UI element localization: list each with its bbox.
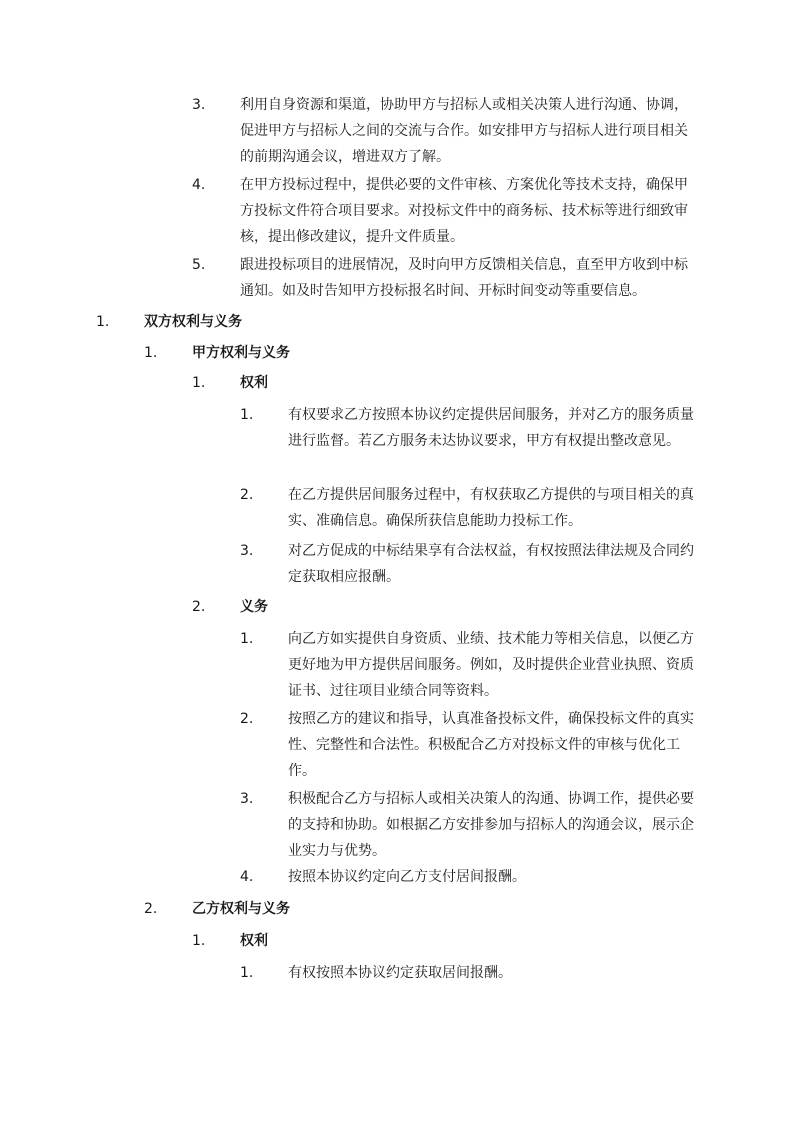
list-item bbox=[0, 252, 794, 306]
list-number: 3. bbox=[192, 97, 206, 113]
sub-subsection-heading bbox=[0, 928, 794, 954]
heading-text: 乙方权利与义务 bbox=[192, 901, 290, 917]
heading-text: 权利 bbox=[240, 375, 268, 391]
heading-number: 1. bbox=[144, 345, 158, 361]
list-text: 积极配合乙方与招标人或相关决策人的沟通、协调工作，提供必要的支持和协助。如根据乙方安排参加与招标人的沟通会议，展示企业实力与优势。 bbox=[288, 791, 694, 859]
list-number: 2. bbox=[240, 711, 254, 727]
heading-number: 1. bbox=[96, 314, 110, 330]
list-number: 5. bbox=[192, 257, 206, 273]
heading-number: 1. bbox=[192, 933, 206, 949]
list-text: 按照乙方的建议和指导，认真准备投标文件，确保投标文件的真实性、完整性和合法性。积极配合乙方对投标文件的审核与优化工作。 bbox=[288, 711, 694, 779]
list-text: 按照本协议约定向乙方支付居间报酬。 bbox=[288, 869, 526, 885]
list-item bbox=[0, 786, 794, 866]
section-heading bbox=[0, 309, 794, 335]
list-item bbox=[0, 402, 794, 482]
list-item bbox=[0, 864, 794, 890]
heading-text: 义务 bbox=[240, 599, 268, 615]
list-number: 3. bbox=[240, 543, 254, 559]
subsection-heading bbox=[0, 340, 794, 366]
list-item bbox=[0, 706, 794, 786]
list-text: 在乙方提供居间服务过程中，有权获取乙方提供的与项目相关的真实、准确信息。确保所获信息能助力投标工作。 bbox=[288, 487, 694, 529]
list-text: 在甲方投标过程中，提供必要的文件审核、方案优化等技术支持，确保甲方投标文件符合项目要求。对投标文件中的商务标、技术标等进行细致审核，提出修改建议，提升文件质量。 bbox=[240, 177, 688, 245]
list-item bbox=[0, 538, 794, 592]
sub-subsection-heading bbox=[0, 370, 794, 396]
list-item bbox=[0, 960, 794, 986]
list-item bbox=[0, 626, 794, 706]
heading-text: 双方权利与义务 bbox=[144, 314, 242, 330]
heading-number: 2. bbox=[192, 599, 206, 615]
list-item bbox=[0, 482, 794, 536]
list-text: 有权按照本协议约定获取居间报酬。 bbox=[288, 965, 512, 981]
list-text: 向乙方如实提供自身资质、业绩、技术能力等相关信息，以便乙方更好地为甲方提供居间服务。例如，及时提供企业营业执照、资质证书、过往项目业绩合同等资料。 bbox=[288, 631, 694, 699]
list-text: 跟进投标项目的进展情况，及时向甲方反馈相关信息，直至甲方收到中标通知。如及时告知甲方投标报名时间、开标时间变动等重要信息。 bbox=[240, 257, 688, 299]
list-number: 1. bbox=[240, 631, 254, 647]
list-number: 3. bbox=[240, 791, 254, 807]
list-item bbox=[0, 92, 794, 172]
heading-number: 2. bbox=[144, 901, 158, 917]
list-number: 1. bbox=[240, 407, 254, 423]
list-number: 4. bbox=[192, 177, 206, 193]
heading-text: 权利 bbox=[240, 933, 268, 949]
heading-text: 甲方权利与义务 bbox=[192, 345, 290, 361]
list-text: 利用自身资源和渠道，协助甲方与招标人或相关决策人进行沟通、协调，促进甲方与招标人之间的交流与合作。如安排甲方与招标人进行项目相关的前期沟通会议，增进双方了解。 bbox=[240, 97, 688, 165]
list-number: 1. bbox=[240, 965, 254, 981]
list-number: 2. bbox=[240, 487, 254, 503]
list-text: 有权要求乙方按照本协议约定提供居间服务，并对乙方的服务质量进行监督。若乙方服务未达协议要求，甲方有权提出整改意见。 bbox=[288, 407, 694, 449]
sub-subsection-heading bbox=[0, 594, 794, 620]
list-number: 4. bbox=[240, 869, 254, 885]
subsection-heading bbox=[0, 896, 794, 922]
list-text: 对乙方促成的中标结果享有合法权益，有权按照法律法规及合同约定获取相应报酬。 bbox=[288, 543, 694, 585]
heading-number: 1. bbox=[192, 375, 206, 391]
list-item bbox=[0, 172, 794, 252]
